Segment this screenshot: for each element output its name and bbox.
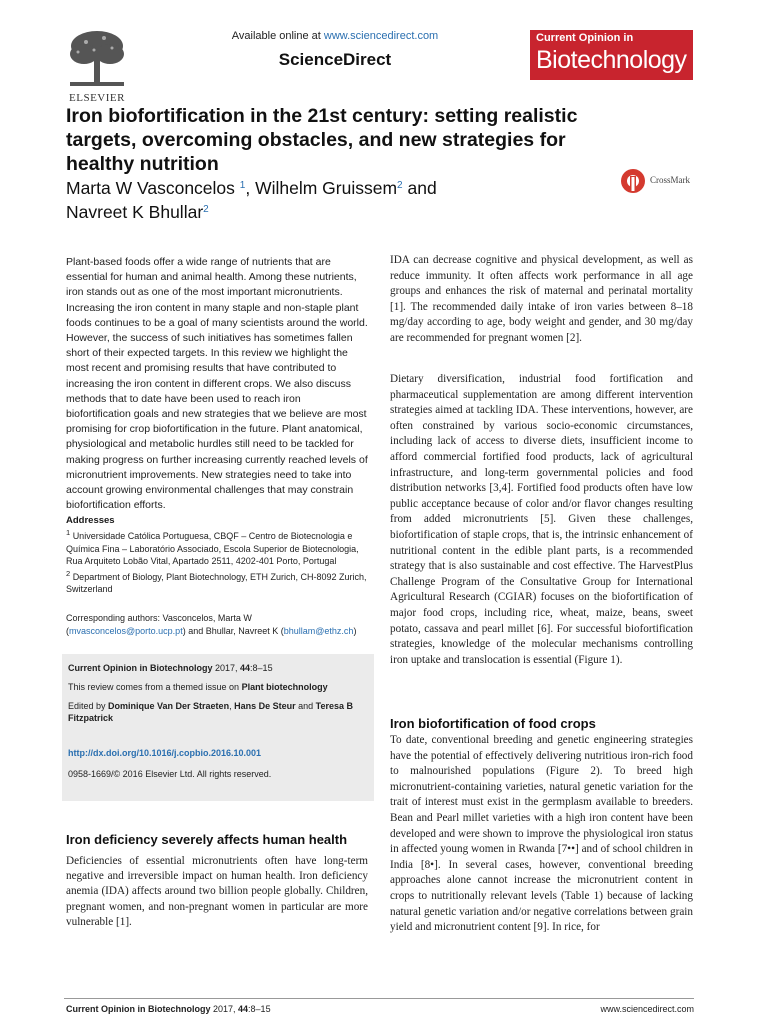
author-2[interactable]: Wilhelm Gruissem	[255, 178, 398, 198]
author-2-affiliation[interactable]: 2	[397, 180, 403, 191]
crossmark-icon	[620, 168, 646, 194]
author-and: and	[407, 178, 437, 198]
crossmark-label: CrossMark	[650, 175, 690, 185]
author-3[interactable]: Navreet K Bhullar	[66, 202, 204, 222]
article-info-box	[62, 654, 374, 801]
journal-banner	[530, 30, 693, 80]
author-1[interactable]: Marta W Vasconcelos	[66, 178, 235, 198]
address-1: $^1$ Universidade Católica Portuguesa, CBQF – Centro de Biotecnologia e Química Fina – Laboratório Associado, Escola Superior de Biotecnologia, Rua Arquiteto Lobão Vital, Apartado 2511, 4202-401 Porto, Portugal	[66, 528, 359, 567]
publisher-name: ELSEVIER	[69, 92, 125, 104]
doi-link[interactable]: http://dx.doi.org/10.1016/j.copbio.2016.10.001	[68, 748, 262, 759]
corresponding-authors: Corresponding authors: Vasconcelos, Marta W (mvasconcelos@porto.ucp.pt) and Bhullar, Navreet K (bhullam@ethz.ch)	[66, 613, 357, 636]
section-heading-biofortification: Iron biofortification of food crops	[390, 716, 596, 731]
section-text-iron-deficiency: Deficiencies of essential micronutrients often have long-term negative and irreversible impact on human health. Iron deficiency anemia (IDA) affects around two billion people globally. Children, pregnant women, and non-pregnant women in particular are more vulnerable [1].	[66, 855, 368, 928]
platform-name: ScienceDirect	[278, 50, 392, 69]
address-2: $^2$ Department of Biology, Plant Biotechnology, ETH Zurich, CH-8092 Zurich, Switzerland	[66, 568, 367, 595]
section-heading-iron-deficiency: Iron deficiency severely affects human health	[66, 832, 348, 847]
author-list: Marta W Vasconcelos $^1$, Wilhelm Gruissem$^2$ and Navreet K Bhullar$^2$	[66, 178, 437, 222]
journal-banner-line2: Biotechnology	[536, 46, 687, 74]
right-paragraph-2: Dietary diversification, industrial food fortification and pharmaceutical supplementation are among different intervention strategies aimed at tackling IDA. These interventions, however, are often constrained by various socio-economic circumstances, including lack of access to diverse diets, insufficient income to afford commercial fortified food products, lack of agricultural infrastructure, and long-term governmental policies and food distribution networks [3,4]. Fortified food products often have low public acceptance because of color and/or flavor changes resulting from added micronutrients [5]. Given these challenges, biofortification of staple crops, that is, the intrinsic enhancement of nutritional content in the edible plant parts, is a recommended strategy that is also sustainable and cost effective. The HarvestPlus Challenge Program of the Consultative Group for International Agricultural Research (CGIAR) focuses on the biofortification of major food crops, including rice, wheat, maize, beans, sweet potato, cassava and pearl millet [6]. For successful biofortification strategies, knowledge of the molecular mechanisms controlling iron uptake and translocation is essential (Figure 1).	[390, 373, 693, 666]
editors-line: Edited by Dominique Van Der Straeten, Hans De Steur and Teresa B Fitzpatrick	[68, 700, 353, 724]
email-link-bhullar[interactable]: bhullam@ethz.ch	[283, 625, 354, 636]
footer-url[interactable]: www.sciencedirect.com	[600, 1004, 694, 1014]
email-link-vasconcelos[interactable]: mvasconcelos@porto.ucp.pt	[69, 625, 183, 636]
availability-line	[190, 30, 480, 42]
citation-line: Current Opinion in Biotechnology 2017, 44:8–15	[68, 663, 273, 673]
addresses-heading: Addresses	[66, 515, 115, 526]
right-paragraph-3: To date, conventional breeding and genetic engineering strategies have the potential of effectively delivering nutritious iron-rich food to malnourished populations (Figure 2). To breed high micronutrient-containing varieties, natural genetic variation for the trait of interest must exist in the germplasm available to breeders. Bean and Pearl millet varieties with a high iron content have been developed and were shown to improve the physiological iron status in affected young women in Rwanda [7••] and of school children in India [8•]. In several cases, however, conventional breeding approaches alone cannot increase the micronutrient content in crops to nutritionally relevant levels (Table 1) because of lacking natural genetic variation and/or negative correlations between grain yield and micronutrient content [9]. In rice, for	[390, 734, 693, 934]
right-paragraph-1: IDA can decrease cognitive and physical development, as well as reduce immunity. It often affects work performance in all age groups and enhances the risk of maternal and perinatal mortality [1]. The recommended daily intake of iron varies between 8–18 mg/day according to age, body weight and gender, and 30 mg/day are recommended for pregnant women [2].	[390, 254, 693, 344]
copyright-line: 0958-1669/© 2016 Elsevier Ltd. All rights reserved.	[68, 768, 272, 779]
article-title: Iron biofortification in the 21st century: setting realistic targets, overcoming obstacles, and new strategies for healthy nutrition	[66, 105, 578, 175]
availability-prefix: Available online at	[231, 30, 324, 42]
journal-banner-line1: Current Opinion in	[536, 32, 634, 44]
elsevier-tree-logo	[64, 26, 130, 92]
author-1-affiliation[interactable]: 1	[239, 180, 246, 191]
author-3-affiliation[interactable]: 2	[203, 204, 209, 215]
addresses	[66, 527, 371, 596]
footer-citation: Current Opinion in Biotechnology 2017, 44:8–15	[66, 1004, 271, 1014]
themed-issue-line: This review comes from a themed issue on Plant biotechnology	[68, 681, 328, 692]
sciencedirect-link[interactable]: www.sciencedirect.com	[323, 30, 439, 42]
abstract: Plant-based foods offer a wide range of nutrients that are essential for human and animal health. Among these nutrients, iron stands out as one of the most important micronutrients. Increasing the iron content in many staple and non-staple plant foods continues to be a goal of many scientists around the world. However, the success of such initiatives has sometimes fallen short of their expected targets. In this review we highlight the most recent and promising results that have contributed to increasing the iron content in different crops. We also discuss methods that to date have been used to reach iron biofortification goals and new strategies that we believe are most promising for crop biofortification in the future. Plant anatomical, physiological and metabolic hurdles still need to be tackled for making progress on further increasing currently reached levels of micronutrient improvements. New strategies need to take into account growing environmental challenges that may constrain biofortification efforts.	[66, 256, 368, 512]
footer-divider	[64, 998, 694, 999]
